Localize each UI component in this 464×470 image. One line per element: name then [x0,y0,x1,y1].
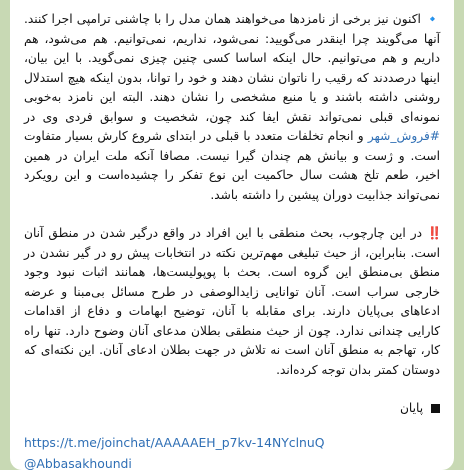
black-square-icon [431,404,440,413]
paragraph-1-text-a: اکنون نیز برخی از نامزدها می‌خواهند همان مدل را با چاشنی ترامپی اجرا کنند. آنها می‌گویند چرا اینقدر می‌گویید: نمی‌شود، نداریم، نمی‌توانیم. هم می‌شود، هم داریم و هم می‌توانیم. حال اینکه اساسا کسی چنین چیزی نمی‌گوید. با این بیان، اینها درصددند که رقیب را ناتوان نشان دهند و خود را توانا، بدون اینکه هیچ استدلال روشنی داشته باشند و یا منبع مشخصی را نشان دهند. البته این نامزد به‌خوبی نمونه‌ای قبلی نمی‌تواند نقش ایفا کند چون، شخصیت و سوابق فردی وی در [24,12,440,124]
paragraph-1-text-b: و انجام تخلفات متعدد با قبلی در ابتدای شروع کارش بسیار متفاوت است. و ژست و بیانش هم چندان گیرا نیست. مصافا آنکه ملت ایران در همین اخیر، طعم تلخ هشت سال حاکمیت این نوع تفکر را چشیده‌است و این رویکرد نمی‌تواند جذابیت دوران پیشین را داشته باشد. [24,129,440,202]
paragraph-gap [24,380,440,399]
blue-diamond-icon: 🔹 [425,12,440,26]
hashtag-link[interactable]: #فروش_شهر [367,129,440,143]
double-exclamation-icon: ‼️ [427,226,441,240]
message-paragraph-1 [24,10,440,205]
end-line [24,399,440,419]
message-paragraph-2 [24,224,440,380]
channel-handle-link[interactable]: @Abbasakhoundi [24,456,132,470]
end-label: پایان [399,401,424,415]
paragraph-gap [24,205,440,224]
join-link[interactable]: https://t.me/joinchat/AAAAAEH_p7kv-14NYclnuQ [24,434,325,450]
paragraph-2-text: در این چارچوب، بحث منطقی با این افراد در واقع درگیر شدن در منطق آنان است. بنابراین، از حیث تبلیغی مهم‌ترین نکته در انتخابات پیش رو در گیر نشدن در منطق بی‌منطق این گروه است. بحث با پوپولیست‌ها، همانند اثبات نبود وجود خارجی سراب است. آنان توانایی زایدالوصفی در طرح مسائل بی‌مبنا و عرضه ادعاهای بی‌پایان دارند. برای مقابله با آنان، توضیح ابهامات و دفاع از اقدامات کارایی چندانی ندارد. چون از حیث منطقی بطلان مدعای آنان وضوح دارد. تنها راه کار، تهاجم به منطق آنان است نه تلاش در جهت بطلان ادعای آنان. این نکته‌ای که دوستان کمتر بدان توجه کرده‌اند. [24,226,440,377]
message-bubble [10,0,454,470]
